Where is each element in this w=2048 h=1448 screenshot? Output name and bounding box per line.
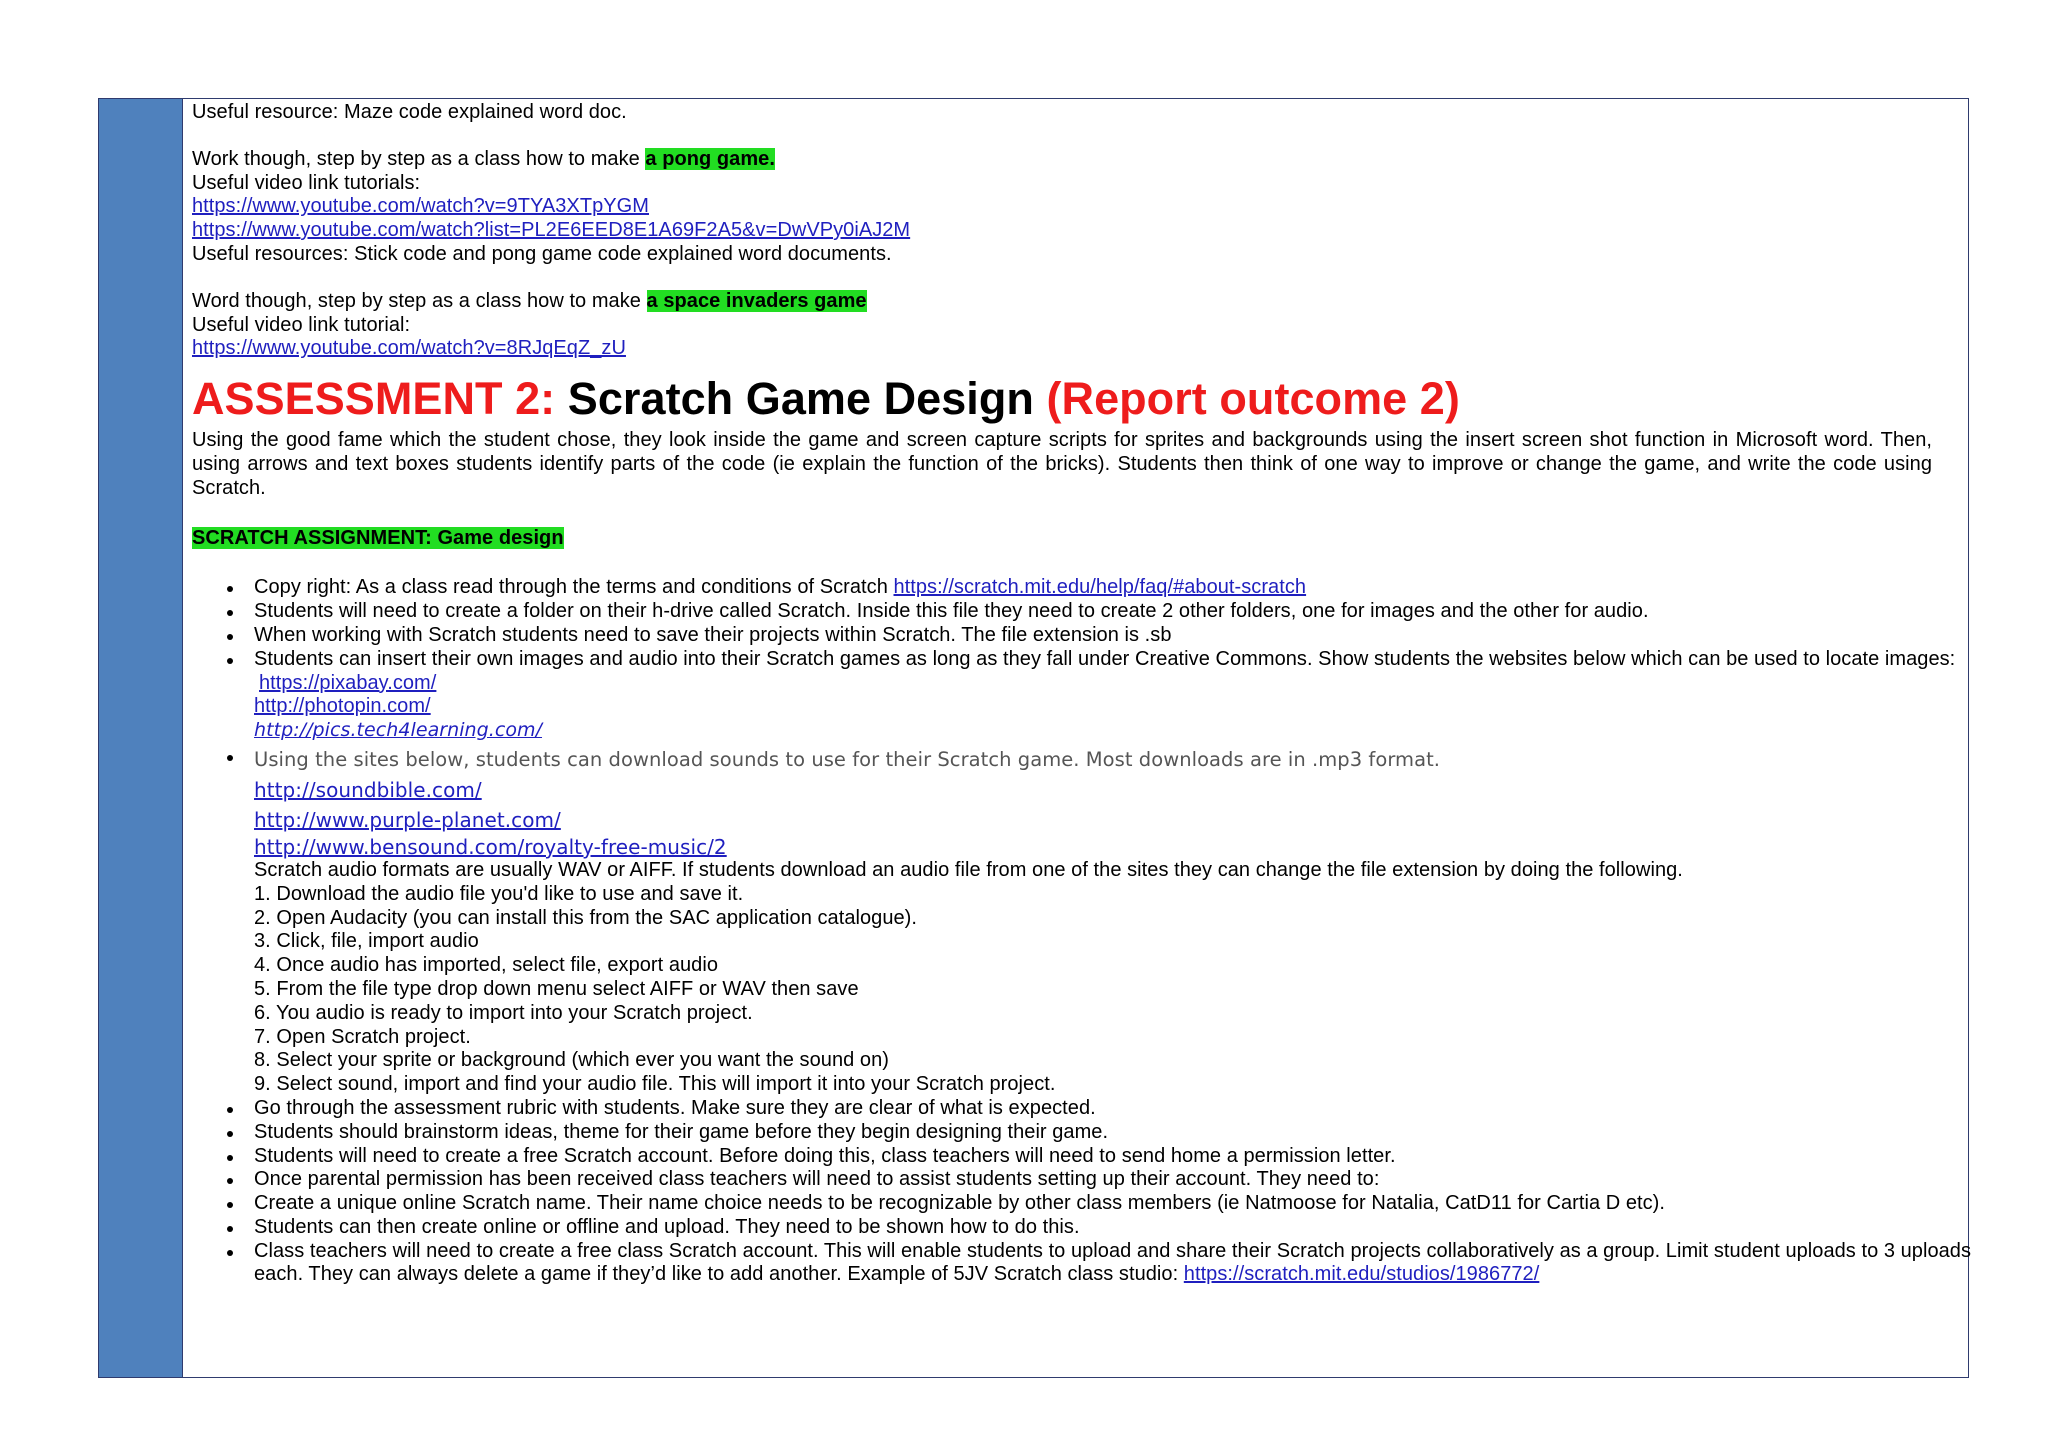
audio-step: 7. Open Scratch project. (254, 1025, 471, 1048)
copyright-link[interactable]: https://scratch.mit.edu/help/faq/#about-scratch (893, 576, 1307, 599)
pong-highlight: a pong game. (645, 147, 775, 170)
pong-video-link-2[interactable]: https://www.youtube.com/watch?list=PL2E6EED8E1A69F2A5&v=DwVPy0iAJ2M (192, 219, 911, 242)
audio-step: 9. Select sound, import and find your audio file. This will import it into your Scratch project. (254, 1073, 1056, 1096)
pong-line (192, 148, 1974, 172)
sidebar-column (99, 99, 183, 1377)
pong-video-link-1[interactable]: https://www.youtube.com/watch?v=9TYA3XTpYGM (192, 195, 649, 218)
image-link-tech4learning[interactable]: http://pics.tech4learning.com/ (254, 719, 543, 742)
audio-step: 2. Open Audacity (you can install this from the SAC application catalogue). (254, 906, 917, 929)
assessment-outcome: (Report outcome 2) (1046, 373, 1460, 425)
list-item: Students will need to create a folder on their h-drive called Scratch. Inside this file they need to create 2 other folders, one for images and the other for audio. (192, 600, 1974, 624)
list-item (192, 1240, 1974, 1288)
lesson-table (98, 98, 1972, 1378)
class-studio-link[interactable]: https://scratch.mit.edu/studios/1986772/ (1183, 1263, 1540, 1286)
audio-step: 8. Select your sprite or background (which ever you want the sound on) (254, 1049, 889, 1072)
images-text: Students can insert their own images and audio into their Scratch games as long as they fall under Creative Commons. Show students the websites below which can be used to locate images: (254, 647, 1956, 670)
list-item: Students should brainstorm ideas, theme for their game before they begin designing their game. (192, 1121, 1974, 1145)
audio-step: 4. Once audio has imported, select file, export audio (254, 954, 719, 977)
list-item (192, 745, 1974, 1097)
list-item: Create a unique online Scratch name. Their name choice needs to be recognizable by other class members (ie Natmoose for Natalia, CatD11 for Cartia D etc). (192, 1192, 1974, 1216)
list-item: When working with Scratch students need to save their projects within Scratch. The file extension is .sb (192, 624, 1974, 648)
sound-link-soundbible[interactable]: http://soundbible.com/ (254, 777, 482, 802)
audio-step: 5. From the file type drop down menu select AIFF or WAV then save (254, 977, 859, 1000)
space-video-link[interactable]: https://www.youtube.com/watch?v=8RJqEqZ_zU (192, 337, 626, 360)
maze-resource: Useful resource: Maze code explained word doc. (192, 101, 627, 123)
copyright-text: Copy right: As a class read through the terms and conditions of Scratch (254, 576, 894, 599)
assessment-description: Using the good fame which the student chose, they look inside the game and screen capture scripts for sprites and backgrounds using the insert screen shot function in Microsoft word. Then, using arrows and text boxes students identify parts of the code (ie explain the function of the bricks). Students then think of one way to improve or change the game, and write the code using Scratch. (192, 429, 1932, 499)
pong-videos-label: Useful video link tutorials: (192, 171, 421, 194)
pong-resources: Useful resources: Stick code and pong game code explained word documents. (192, 242, 892, 265)
pong-prefix: Work though, step by step as a class how to make (192, 147, 646, 170)
space-line (192, 290, 1974, 314)
image-link-pixabay[interactable]: https://pixabay.com/ (259, 671, 437, 694)
space-video-label: Useful video link tutorial: (192, 313, 411, 336)
space-highlight: a space invaders game (646, 289, 867, 312)
audio-formats-text: Scratch audio formats are usually WAV or AIFF. If students download an audio file from one of the sites they can change the file extension by doing the following. (254, 858, 1683, 881)
list-item (192, 576, 1974, 600)
space-prefix: Word though, step by step as a class how to make (192, 289, 647, 312)
list-item: Go through the assessment rubric with students. Make sure they are clear of what is expected. (192, 1097, 1974, 1121)
image-link-photopin[interactable]: http://photopin.com/ (254, 695, 431, 718)
sounds-text: Using the sites below, students can download sounds to use for their Scratch game. Most downloads are in .mp3 format. (254, 747, 1441, 771)
assessment-label: ASSESSMENT 2: (192, 373, 556, 425)
class-account-text: Class teachers will need to create a free class Scratch account. This will enable students to upload and share their Scratch projects collaboratively as a group. Limit student uploads to 3 uploads each. They can always delete a game if they’d like to add another. Example of 5JV Scratch class studio: (254, 1239, 1972, 1286)
assessment-heading (192, 371, 1974, 427)
content-cell (183, 99, 1974, 1377)
list-item: Students will need to create a free Scratch account. Before doing this, class teachers will need to send home a permission letter. (192, 1145, 1974, 1169)
list-item: Students can then create online or offline and upload. They need to be shown how to do this. (192, 1216, 1974, 1240)
assignment-heading: SCRATCH ASSIGNMENT: Game design (192, 526, 564, 549)
audio-step: 1. Download the audio file you'd like to use and save it. (254, 882, 744, 905)
assignment-bullets (192, 576, 1974, 1287)
sound-link-purple-planet[interactable]: http://www.purple-planet.com/ (254, 807, 561, 832)
audio-step: 6. You audio is ready to import into your Scratch project. (254, 1001, 753, 1024)
list-item (192, 648, 1974, 743)
list-item: Once parental permission has been received class teachers will need to assist students setting up their account. They need to: (192, 1168, 1974, 1192)
audio-step: 3. Click, file, import audio (254, 930, 479, 953)
sound-link-bensound[interactable]: http://www.bensound.com/royalty-free-music/2 (254, 834, 727, 859)
assessment-title: Scratch Game Design (555, 373, 1047, 425)
